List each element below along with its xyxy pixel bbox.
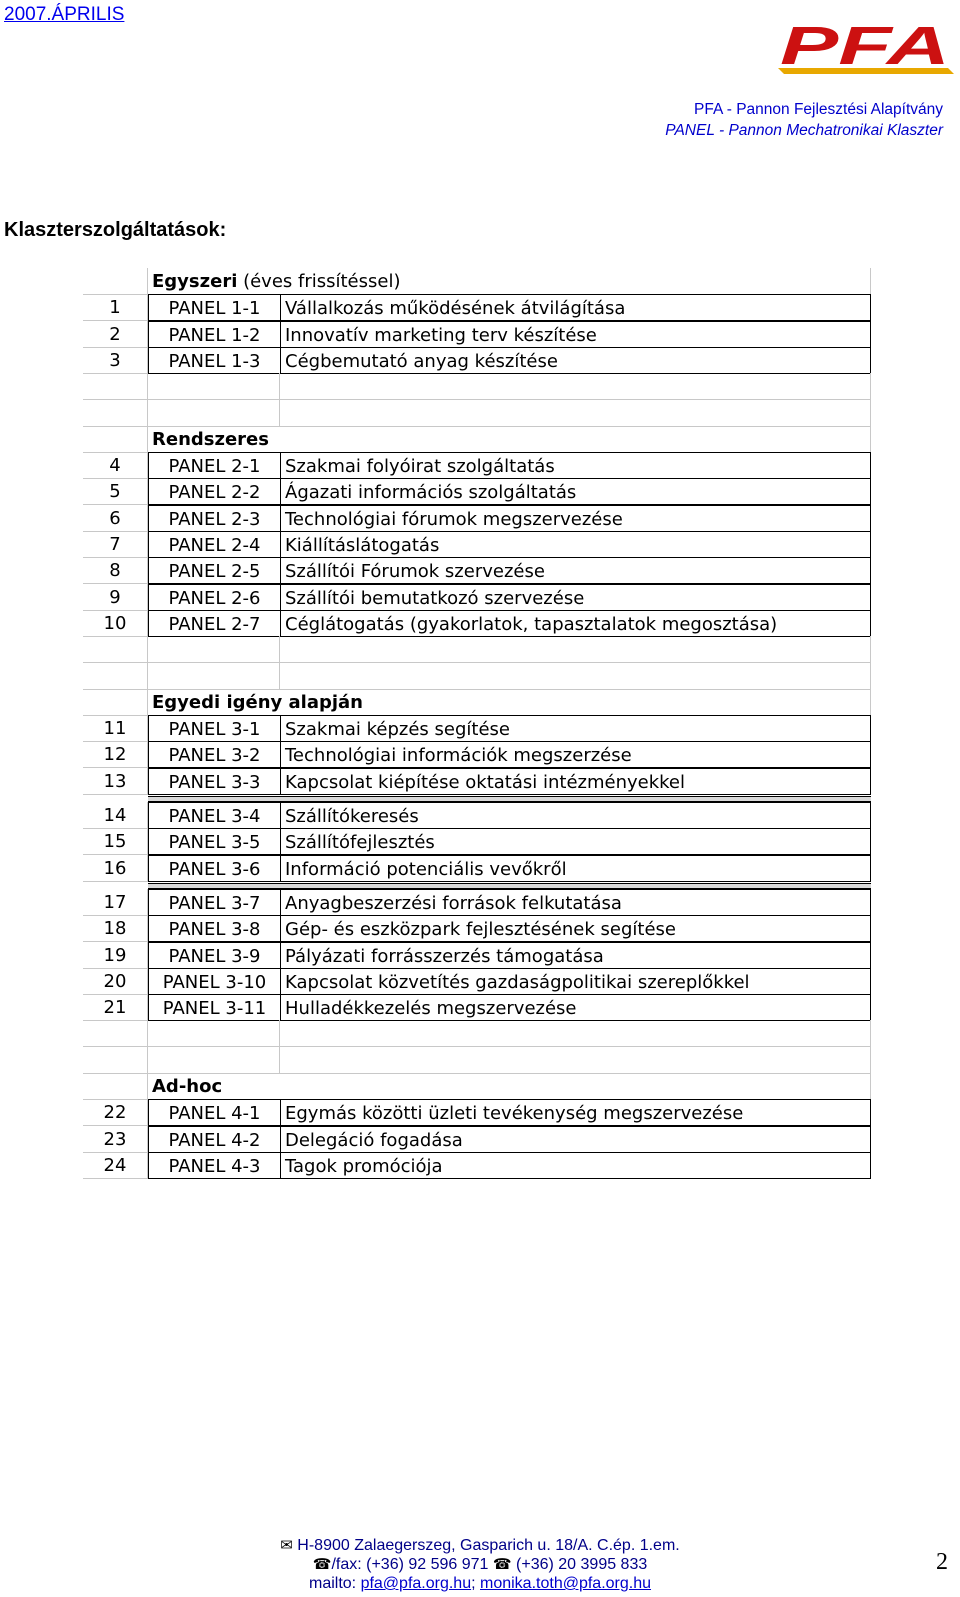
service-code: PANEL 3-2 <box>148 741 280 768</box>
table-row <box>83 768 871 795</box>
row-number: 6 <box>83 505 148 532</box>
table-row <box>83 889 871 916</box>
service-description: Szállítókeresés <box>280 802 871 829</box>
row-number: 14 <box>83 802 148 829</box>
footer-mail-line <box>0 1574 960 1593</box>
table-row <box>83 855 871 882</box>
table-row <box>83 802 871 829</box>
service-description: Szállítói Fórumok szervezése <box>280 557 871 584</box>
footer-phone-fax: /fax: (+36) 92 596 971 <box>331 1556 489 1573</box>
table-row <box>83 741 871 768</box>
section-title: Egyszeri <box>152 271 238 292</box>
service-code: PANEL 2-7 <box>148 610 280 637</box>
service-description: Anyagbeszerzési források felkutatása <box>280 889 871 916</box>
service-description: Szakmai folyóirat szolgáltatás <box>280 452 871 479</box>
section-header <box>148 1073 280 1100</box>
row-number: 15 <box>83 828 148 855</box>
row-number: 7 <box>83 531 148 558</box>
service-code: PANEL 1-1 <box>148 294 280 321</box>
blank-row <box>83 373 871 400</box>
section-title: Egyedi igény alapján <box>152 691 363 713</box>
empty-cell <box>280 268 871 295</box>
service-code: PANEL 2-2 <box>148 478 280 505</box>
blank-row <box>83 663 871 690</box>
section-title: Ad-hoc <box>152 1076 223 1097</box>
row-number: 22 <box>83 1099 148 1126</box>
services-table <box>83 268 871 1199</box>
org-line-2: PANEL - Pannon Mechatronikai Klaszter <box>665 122 943 139</box>
service-description: Kapcsolat kiépítése oktatási intézményekkel <box>280 768 871 795</box>
empty-cell <box>280 1020 871 1047</box>
empty-cell <box>280 663 871 690</box>
service-code: PANEL 4-2 <box>148 1126 280 1153</box>
envelope-icon: ✉ <box>280 1537 293 1554</box>
table-row <box>83 294 871 321</box>
page-number: 2 <box>936 1549 948 1575</box>
row-number: 3 <box>83 347 148 374</box>
email-link-monika[interactable]: monika.toth@pfa.org.hu <box>480 1575 652 1592</box>
footer-phone-line <box>0 1555 960 1574</box>
email-link-pfa[interactable]: pfa@pfa.org.hu <box>360 1575 472 1592</box>
service-description: Tagok promóciója <box>280 1152 871 1179</box>
table-row <box>83 321 871 348</box>
footer-contact <box>0 1536 960 1593</box>
service-code: PANEL 3-7 <box>148 889 280 916</box>
row-number: 12 <box>83 741 148 768</box>
section-title: Rendszeres <box>152 428 269 450</box>
date-link[interactable]: 2007.ÁPRILIS <box>4 4 125 25</box>
table-row <box>83 610 871 637</box>
service-description: Információ potenciális vevőkről <box>280 855 871 882</box>
table-row <box>83 715 871 742</box>
service-code: PANEL 4-3 <box>148 1152 280 1179</box>
empty-cell <box>148 1047 280 1074</box>
service-code: PANEL 3-6 <box>148 855 280 882</box>
blank-row <box>83 400 871 427</box>
service-code: PANEL 3-9 <box>148 942 280 969</box>
section-header-row <box>83 426 871 453</box>
telephone-icon: ☎ <box>312 1556 332 1573</box>
service-description: Szakmai képzés segítése <box>280 715 871 742</box>
mail-prefix: mailto: <box>308 1575 361 1592</box>
blank-row <box>83 1020 871 1047</box>
service-code: PANEL 3-5 <box>148 828 280 855</box>
service-description: Szállítói bemutatkozó szervezése <box>280 584 871 611</box>
section-header-row <box>83 689 871 716</box>
service-code: PANEL 2-6 <box>148 584 280 611</box>
row-number: 10 <box>83 610 148 637</box>
service-description: Cégbemutató anyag készítése <box>280 347 871 374</box>
table-row <box>83 1126 871 1153</box>
table-row <box>83 531 871 558</box>
service-code: PANEL 3-11 <box>148 994 280 1021</box>
empty-cell <box>148 373 280 400</box>
empty-cell <box>280 1073 871 1100</box>
empty-cell <box>280 1047 871 1074</box>
page-title: Klaszterszolgáltatások: <box>4 219 227 241</box>
row-number: 17 <box>83 889 148 916</box>
row-number-cell <box>83 1047 148 1074</box>
row-number: 4 <box>83 452 148 479</box>
empty-cell <box>280 373 871 400</box>
service-code: PANEL 3-3 <box>148 768 280 795</box>
empty-cell <box>148 1020 280 1047</box>
table-row <box>83 994 871 1021</box>
footer-address-line <box>0 1536 960 1555</box>
empty-cell <box>148 663 280 690</box>
empty-cell <box>280 400 871 427</box>
row-number: 23 <box>83 1126 148 1153</box>
section-header-row <box>83 1073 871 1100</box>
table-row <box>83 828 871 855</box>
empty-cell <box>280 689 871 716</box>
row-number: 1 <box>83 294 148 321</box>
service-description: Egymás közötti üzleti tevékenység megszervezése <box>280 1099 871 1126</box>
row-number: 20 <box>83 968 148 995</box>
row-number-cell <box>83 1073 148 1100</box>
service-description: Hulladékkezelés megszervezése <box>280 994 871 1021</box>
section-header-row <box>83 268 871 295</box>
row-number: 16 <box>83 855 148 882</box>
service-description: Kiállításlátogatás <box>280 531 871 558</box>
service-code: PANEL 3-8 <box>148 915 280 942</box>
table-row <box>83 968 871 995</box>
row-number-cell <box>83 268 148 295</box>
table-row <box>83 584 871 611</box>
row-number: 5 <box>83 478 148 505</box>
service-description: Pályázati forrásszerzés támogatása <box>280 942 871 969</box>
organization-info <box>665 99 943 141</box>
row-number: 8 <box>83 557 148 584</box>
row-number-cell <box>83 1020 148 1047</box>
service-description: Gép- és eszközpark fejlesztésének segítése <box>280 915 871 942</box>
row-number: 19 <box>83 942 148 969</box>
service-description: Delegáció fogadása <box>280 1126 871 1153</box>
service-code: PANEL 4-1 <box>148 1099 280 1126</box>
section-subtitle: (éves frissítéssel) <box>237 271 401 292</box>
table-row <box>83 478 871 505</box>
service-code: PANEL 2-1 <box>148 452 280 479</box>
row-number: 11 <box>83 715 148 742</box>
row-number: 13 <box>83 768 148 795</box>
row-number-cell <box>83 689 148 716</box>
row-number: 2 <box>83 321 148 348</box>
blank-row <box>83 636 871 663</box>
service-description: Szállítófejlesztés <box>280 828 871 855</box>
service-code: PANEL 3-10 <box>148 968 280 995</box>
service-description: Innovatív marketing terv készítése <box>280 321 871 348</box>
row-number-cell <box>83 636 148 663</box>
service-code: PANEL 2-5 <box>148 557 280 584</box>
service-description: Kapcsolat közvetítés gazdaságpolitikai szereplőkkel <box>280 968 871 995</box>
table-row <box>83 452 871 479</box>
row-number: 18 <box>83 915 148 942</box>
footer-address: H-8900 Zalaegerszeg, Gasparich u. 18/A. C.ép. 1.em. <box>297 1537 680 1554</box>
table-row <box>83 915 871 942</box>
row-number: 24 <box>83 1152 148 1179</box>
row-number: 9 <box>83 584 148 611</box>
logo-text: PFA <box>780 16 950 76</box>
section-header <box>148 689 363 716</box>
email-separator: ; <box>471 1575 480 1592</box>
service-code: PANEL 2-4 <box>148 531 280 558</box>
empty-cell <box>280 636 871 663</box>
service-code: PANEL 2-3 <box>148 505 280 532</box>
row-number: 21 <box>83 994 148 1021</box>
service-description: Ágazati információs szolgáltatás <box>280 478 871 505</box>
service-code: PANEL 3-4 <box>148 802 280 829</box>
footer-phone2: (+36) 20 3995 833 <box>516 1556 648 1573</box>
section-header <box>148 268 401 295</box>
table-row <box>83 505 871 532</box>
service-description: Technológiai információk megszerzése <box>280 741 871 768</box>
service-code: PANEL 1-2 <box>148 321 280 348</box>
table-row <box>83 1152 871 1179</box>
service-code: PANEL 1-3 <box>148 347 280 374</box>
section-header <box>148 426 280 453</box>
empty-cell <box>148 400 280 427</box>
row-number-cell <box>83 400 148 427</box>
table-row <box>83 347 871 374</box>
blank-row <box>83 1047 871 1074</box>
row-number-cell <box>83 426 148 453</box>
service-description: Céglátogatás (gyakorlatok, tapasztalatok megosztása) <box>280 610 871 637</box>
row-number-cell <box>83 373 148 400</box>
empty-cell <box>148 636 280 663</box>
table-row <box>83 942 871 969</box>
service-code: PANEL 3-1 <box>148 715 280 742</box>
table-row <box>83 1099 871 1126</box>
table-row <box>83 557 871 584</box>
org-line-1: PFA - Pannon Fejlesztési Alapítvány <box>694 101 943 118</box>
service-description: Technológiai fórumok megszervezése <box>280 505 871 532</box>
telephone-icon: ☎ <box>492 1556 512 1573</box>
service-description: Vállalkozás működésének átvilágítása <box>280 294 871 321</box>
row-number-cell <box>83 663 148 690</box>
pfa-logo <box>778 16 954 76</box>
empty-cell <box>280 426 871 453</box>
